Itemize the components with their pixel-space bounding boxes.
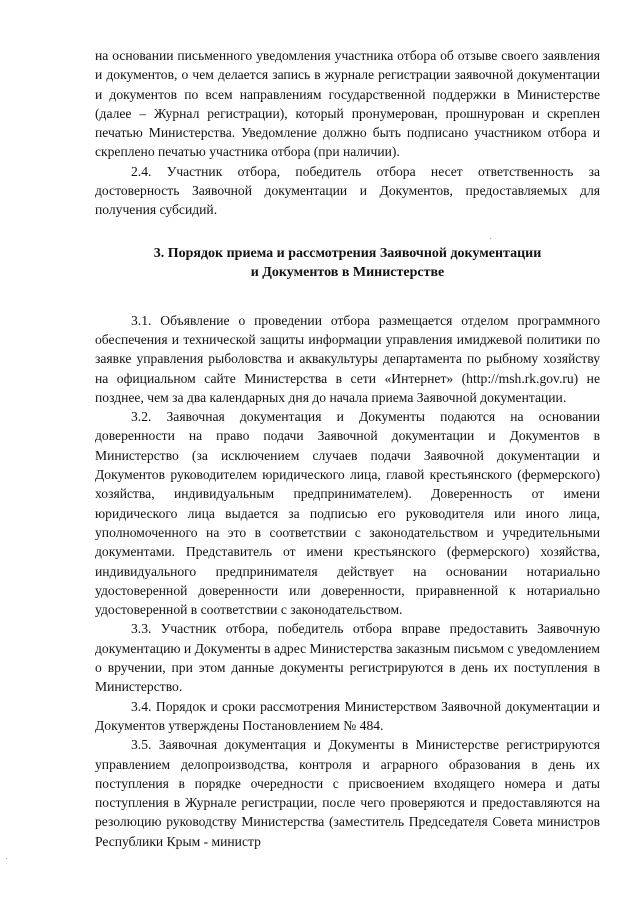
section-3-heading-line-1: 3. Порядок приема и рассмотрения Заявочной документации xyxy=(153,245,542,261)
scan-speck xyxy=(6,858,7,859)
paragraph-3-2: 3.2. Заявочная документация и Документы подаются на основании доверенности на право подачи Заявочной документации и Документов в Министерство (за исключением случаев подачи Заявочной документации и Документов руководителем юридического лица, главой крестьянского (фермерского) хозяйства, индивидуальным предпринимателем). Доверенность от имени юридического лица выдается за подписью его руководителя или иного лица, уполномоченного на это в соответствии с законодательством и учредительными документами. Представитель от имени крестьянского (фермерского) хозяйства, индивидуального предпринимателя действует на основании нотариально удостоверенной доверенности или доверенности, приравненной к нотариально удостоверенной в соответствии с законодательством. xyxy=(95,409,600,618)
document-body xyxy=(95,46,600,851)
section-3-heading xyxy=(95,244,600,283)
paragraph-3-3: 3.3. Участник отбора, победитель отбора вправе предоставить Заявочную документацию и Документы в адрес Министерства заказным письмом с уведомлением о вручении, при этом данные документы регистрируются в день их поступления в Министерство. xyxy=(95,621,600,695)
section-3-heading-line-2: и Документов в Министерстве xyxy=(250,265,445,281)
paragraph-3-5: 3.5. Заявочная документация и Документы в Министерстве регистрируются управлением делопроизводства, контроля и аграрного образования в день их поступления в порядке очередности с присвоением входящего номера и даты поступления в Журнале регистрации, после чего проверяются и предоставляются на резолюцию руководству Министерства (заместитель Председателя Совета министров Республики Крым - министр xyxy=(95,737,600,849)
scan-speck xyxy=(490,238,491,239)
paragraph-3-1: 3.1. Объявление о проведении отбора размещается отделом программного обеспечения и технической защиты информации управления имиджевой политики по заявке управления рыболовства и аквакультуры департамента по рыбному хозяйству на официальном сайте Министерства в сети «Интернет» (http://msh.rk.gov.ru) не позднее, чем за два календарных дня до начала приема Заявочной документации. xyxy=(95,312,600,405)
paragraph-3-4: 3.4. Порядок и сроки рассмотрения Министерством Заявочной документации и Документов утверждены Постановлением № 484. xyxy=(95,698,600,733)
paragraph-2-4: 2.4. Участник отбора, победитель отбора несет ответственность за достоверность Заявочной документации и Документов, предоставляемых для получения субсидий. xyxy=(95,163,600,218)
paragraph-withdrawal-notice: на основании письменного уведомления участника отбора об отзыве своего заявления и документов, о чем делается запись в журнале регистрации заявочной документации и документов по всем направлениям государственной поддержки в Министерстве (далее – Журнал регистрации), который пронумерован, прошнурован и скреплен печатью Министерства. Уведомление должно быть подписано участником отбора и скреплено печатью участника отбора (при наличии). xyxy=(95,48,600,160)
